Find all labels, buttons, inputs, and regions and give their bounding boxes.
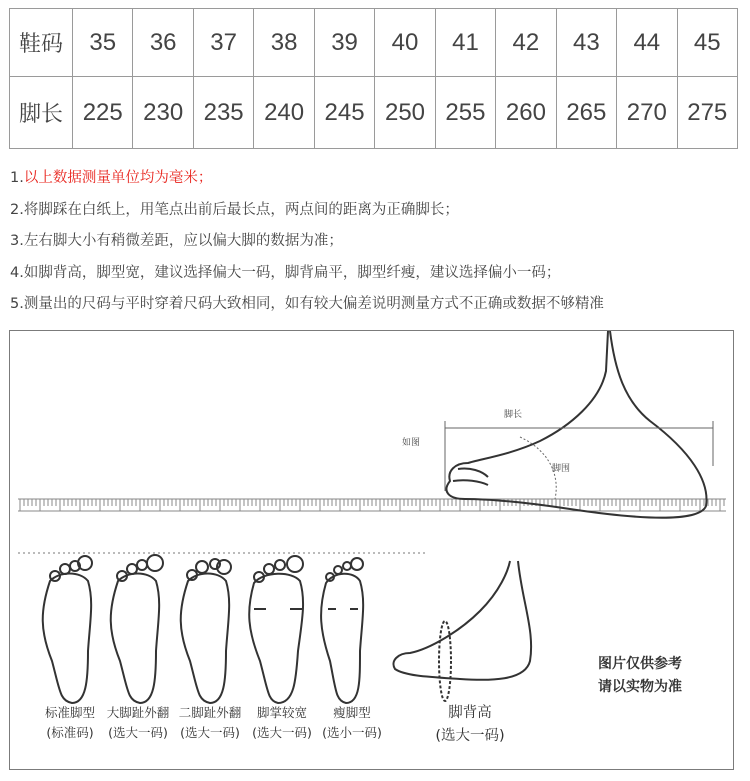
foot-length-cell: 260 (496, 77, 556, 149)
foot-length-cell: 235 (193, 77, 253, 149)
measurement-notes (10, 163, 740, 321)
high-instep-foot-icon (393, 561, 531, 701)
foot-length-cell: 225 (73, 77, 133, 149)
high-instep-name: 脚背高 (448, 705, 492, 721)
ruler (18, 499, 726, 511)
foot-length-cell: 250 (375, 77, 435, 149)
size-table (9, 8, 738, 149)
shoe-size-cell: 44 (617, 9, 677, 77)
foot-length-cell: 275 (677, 77, 737, 149)
foot-type-wide-name: 脚掌较宽 (256, 705, 307, 720)
foot-length-row (10, 77, 738, 149)
note-5: 5.测量出的尺码与平时穿着尺码大致相同，如有较大偏差说明测量方式不正确或数据不够精准 (10, 296, 604, 312)
foot-length-cell: 245 (314, 77, 374, 149)
shoe-size-cell: 39 (314, 9, 374, 77)
note-1-prefix: 1. (10, 170, 24, 186)
note-2: 2.将脚踩在白纸上，用笔点出前后最长点，两点间的距离为正确脚长； (10, 201, 459, 218)
slim-foot-icon (321, 558, 363, 703)
bunion-big-toe-icon (111, 555, 163, 703)
foot-type-slim-advice: (选小一码) (322, 725, 382, 740)
foot-side-view-icon (446, 331, 706, 518)
foot-length-cell: 240 (254, 77, 314, 149)
shoe-size-cell: 37 (193, 9, 253, 77)
foot-length-cell: 230 (133, 77, 193, 149)
note-4: 4.如脚背高，脚型宽，建议选择偏大一码，脚背扁平，脚型纤瘦，建议选择偏小一码； (10, 264, 561, 281)
second-toe-valgus-icon (181, 559, 231, 703)
measure-lines (445, 421, 713, 499)
foot-type-bunion-name: 大脚趾外翻 (106, 705, 170, 720)
disclaimer-line-1: 图片仅供参考 (598, 656, 682, 672)
label-foot-length: 脚长 (504, 410, 523, 420)
high-instep-advice: (选大一码) (435, 728, 505, 744)
foot-length-cell: 255 (435, 77, 495, 149)
shoe-size-cell: 35 (73, 9, 133, 77)
shoe-size-cell: 36 (133, 9, 193, 77)
foot-type-wide-advice: (选大一码) (252, 725, 312, 740)
shoe-size-cell: 38 (254, 9, 314, 77)
standard-foot-icon (43, 556, 92, 703)
wide-forefoot-icon (249, 556, 303, 703)
shoe-size-cell: 40 (375, 9, 435, 77)
note-1-text: 以上数据测量单位均为毫米； (23, 170, 213, 186)
shoe-size-row (10, 9, 738, 77)
label-foot-circumference: 脚围 (552, 464, 571, 474)
shoe-size-cell: 42 (496, 9, 556, 77)
shoe-size-cell: 41 (435, 9, 495, 77)
foot-illustration-panel (9, 330, 734, 770)
disclaimer-line-2: 请以实物为准 (598, 679, 682, 695)
note-1 (10, 163, 740, 195)
foot-type-second-toe-name: 二脚趾外翻 (178, 705, 242, 720)
note-3: 3.左右脚大小有稍微差距，应以偏大脚的数据为准； (10, 233, 343, 249)
foot-type-second-toe-advice: (选大一码) (180, 725, 240, 740)
foot-type-slim-name: 瘦脚型 (333, 705, 371, 720)
shoe-size-cell: 43 (556, 9, 616, 77)
foot-type-standard-name: 标准脚型 (44, 705, 95, 720)
label-as-shown: 如图 (402, 438, 421, 448)
foot-length-header: 脚长 (10, 77, 73, 149)
foot-length-cell: 270 (617, 77, 677, 149)
shoe-size-header: 鞋码 (10, 9, 73, 77)
shoe-size-cell: 45 (677, 9, 737, 77)
foot-type-bunion-advice: (选大一码) (108, 725, 168, 740)
foot-length-cell: 265 (556, 77, 616, 149)
foot-type-standard-advice: (标准码) (46, 725, 94, 740)
